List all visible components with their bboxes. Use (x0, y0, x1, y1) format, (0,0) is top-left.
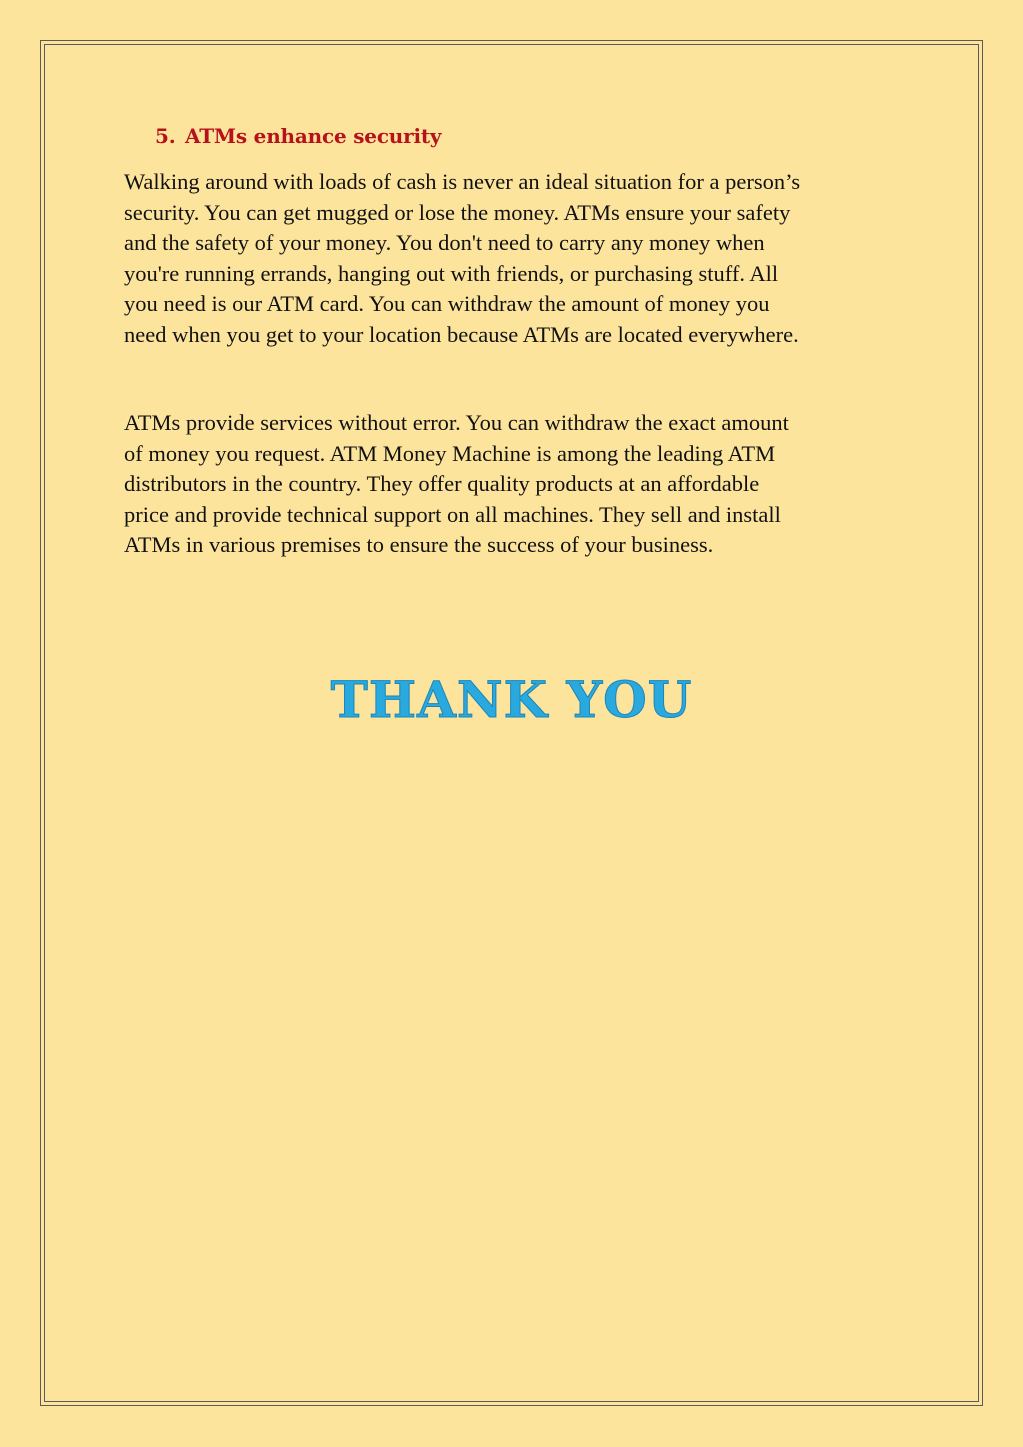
paragraph-line: distributors in the country. They offer quality products at an affordable (124, 471, 760, 496)
paragraph-line: you're running errands, hanging out with friends, or purchasing stuff. All (124, 260, 779, 286)
paragraph-line: of money you request. ATM Money Machine is among the leading ATM (124, 440, 776, 466)
paragraph-line: security. You can get mugged or lose the money. ATMs ensure your safety (124, 199, 791, 225)
paragraph-services (124, 408, 914, 561)
paragraph-line: Walking around with loads of cash is never an ideal situation for a person’s (124, 169, 801, 194)
paragraph-line: need when you get to your location because ATMs are located everywhere. (124, 321, 799, 347)
paragraph-line: and the safety of your money. You don't need to carry any money when (124, 230, 765, 255)
section-title: ATMs enhance security (185, 124, 442, 148)
thank-you-heading: THANK YOU (330, 670, 693, 729)
paragraph-security (124, 167, 914, 350)
paragraph-line: you need is our ATM card. You can withdraw the amount of money you (124, 291, 770, 316)
section-heading (155, 124, 441, 148)
section-number: 5. (155, 124, 176, 148)
paragraph-line: ATMs in various premises to ensure the success of your business. (124, 532, 714, 557)
paragraph-line: price and provide technical support on all machines. They sell and install (124, 501, 781, 527)
paragraph-line: ATMs provide services without error. You can withdraw the exact amount (124, 410, 789, 435)
